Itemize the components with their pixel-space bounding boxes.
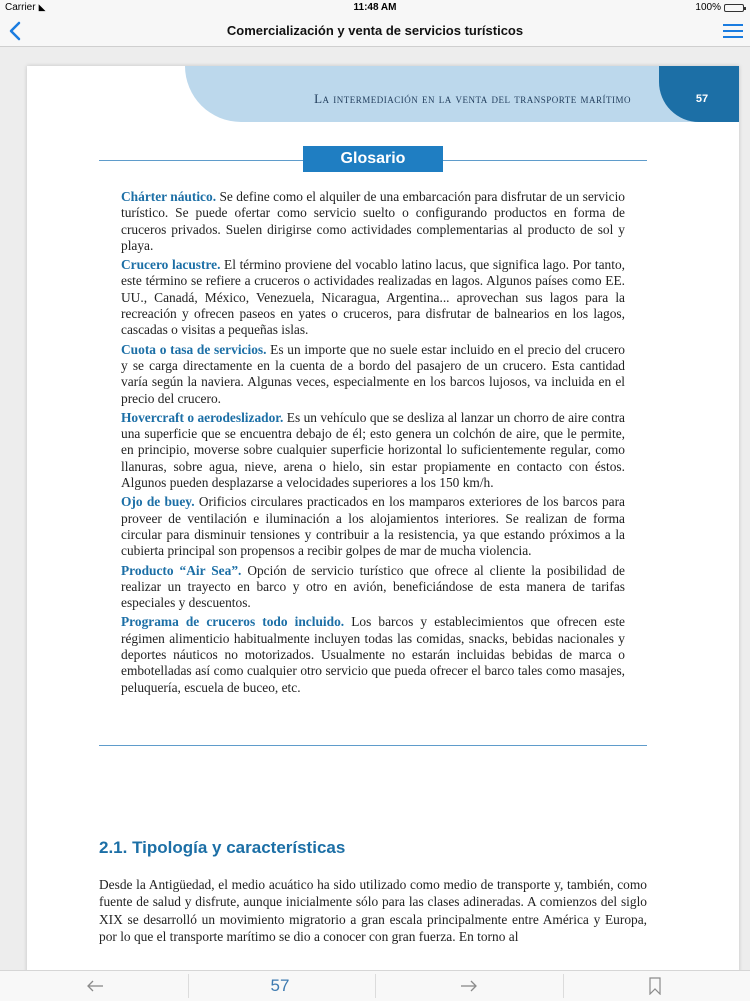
glossary-term: Crucero lacustre.: [121, 257, 221, 273]
battery-icon: [724, 4, 744, 12]
glossary-divider: [99, 745, 647, 746]
clock: 11:48 AM: [353, 2, 397, 13]
glossary-term: Chárter náutico.: [121, 189, 217, 204]
glossary-entry: [121, 494, 625, 559]
glossary-title: Glosario: [303, 146, 443, 172]
book-page: [27, 66, 739, 976]
glossary-term: Ojo de buey.: [121, 494, 195, 510]
section-heading: 2.1. Tipología y características: [99, 838, 346, 857]
glossary-list: [121, 189, 625, 699]
next-page-button[interactable]: [444, 971, 494, 1001]
arrow-left-icon: [86, 980, 104, 992]
glossary-term: Producto “Air Sea”.: [121, 562, 242, 578]
glossary-entry: [121, 410, 625, 491]
glossary-definition: Se define como el alquiler de una embarcación para disfrutar de un servicio turístico. Se puede ofertar como servicio suelto o configurando productos en forma de cruceros privados. Suelen dirigirse como actividades complementarias al producto de sol y playa.: [121, 189, 625, 253]
glossary-entry: [121, 614, 625, 695]
glossary-term: Programa de cruceros todo incluido.: [121, 614, 345, 630]
glossary-definition: Es un importe que no suele estar incluido en el precio del crucero y se carga directamente en la cuenta de a bordo del pasajero de un crucero. Esta cantidad varía según la naviera. Algunas veces, especialmente en los barcos lujosos, va incluida en el precio del crucero.: [121, 341, 625, 406]
wifi-icon: ◣: [38, 2, 46, 12]
nav-bar: [0, 16, 750, 47]
glossary-entry: [121, 563, 625, 612]
glossary-entry: [121, 342, 625, 407]
menu-icon[interactable]: [722, 21, 744, 41]
chapter-title: La intermediación en la venta del transporte marítimo: [314, 91, 631, 106]
previous-page-button[interactable]: [70, 971, 120, 1001]
section-body: Desde la Antigüedad, el medio acuático ha sido utilizado como medio de transporte y, también, como fuente de salud y disfrute, aunque inicialmente sólo para las clases adineradas. A comienzos del siglo XIX se desarrolló un movimiento migratorio a gran escala principalmente entre América y Europa, por lo que el transporte marítimo se dio a conocer con gran fuerza. En torno al: [99, 877, 647, 944]
bookmark-icon: [648, 977, 662, 995]
glossary-definition: Los barcos y establecimientos que ofrecen este régimen alimenticio habitualmente incluyen todas las comidas, snacks, bebidas nacionales y deportes náuticos no motorizados. Usualmente no estarán incluidas bebidas de marca o embotelladas así como cualquier otro servicio que pueda ofrecer el barco tales como masajes, peluquería, escuela de buceo, etc.: [121, 614, 626, 695]
status-bar: [0, 0, 750, 16]
battery-indicator: [695, 2, 744, 13]
glossary-term: Cuota o tasa de servicios.: [121, 341, 267, 357]
carrier-label: Carrier ◣: [5, 2, 46, 13]
bottom-toolbar: [0, 970, 750, 1001]
glossary-header: [99, 146, 647, 174]
glossary-term: Hovercraft o aerodeslizador.: [121, 409, 284, 425]
glossary-definition: El término proviene del vocablo latino lacus, que significa lago. Por tanto, este término se refiere a cruceros o actividades realizadas en lagos. Algunos países como EE. UU., Canadá, México, Venezuela, Nicaragua, Argentina... aprovechan sus lagos para la recreación y ofrecen paseos en yates o cruceros, para disfrutar de balnearios en los lagos, cascadas o visitas a pequeñas islas.: [121, 257, 625, 338]
arrow-right-icon: [460, 980, 478, 992]
glossary-definition: Orificios circulares practicados en los mamparos exteriores de los barcos para proveer de ventilación e iluminación a los alojamientos interiores. Se realizan de forma circular para disminuir tensiones y contribuir a la resistencia, ya que estando próximos a la cubierta principal son propensos a recibir golpes de mar de mucha violencia.: [121, 494, 625, 559]
bookmark-button[interactable]: [640, 971, 670, 1001]
glossary-entry: [121, 257, 625, 338]
battery-percent: 100%: [695, 2, 721, 13]
page-number: 57: [695, 93, 709, 105]
page-number-button[interactable]: 57: [270, 976, 290, 995]
glossary-entry: [121, 189, 625, 254]
book-title: Comercialización y venta de servicios turísticos: [226, 23, 524, 38]
glossary-definition: Es un vehículo que se desliza al lanzar un chorro de aire contra una superficie que se encuentra debajo de él; esto genera un colchón de aire, que le permite, en principio, moverse sobre cualquier superficie horizontal lo suficientemente regular, como llanuras, sobre agua, nieve, arena o hielo, sin estar propiamente en contacto con éstos. Algunos pueden desplazarse a velocidades superiores a los 150 km/h.: [121, 409, 625, 491]
glossary-definition: Opción de servicio turístico que ofrece al cliente la posibilidad de realizar un trayecto en barco y otro en avión, beneficiándose de esta manera de tarifas especiales y descuentos.: [121, 562, 625, 611]
